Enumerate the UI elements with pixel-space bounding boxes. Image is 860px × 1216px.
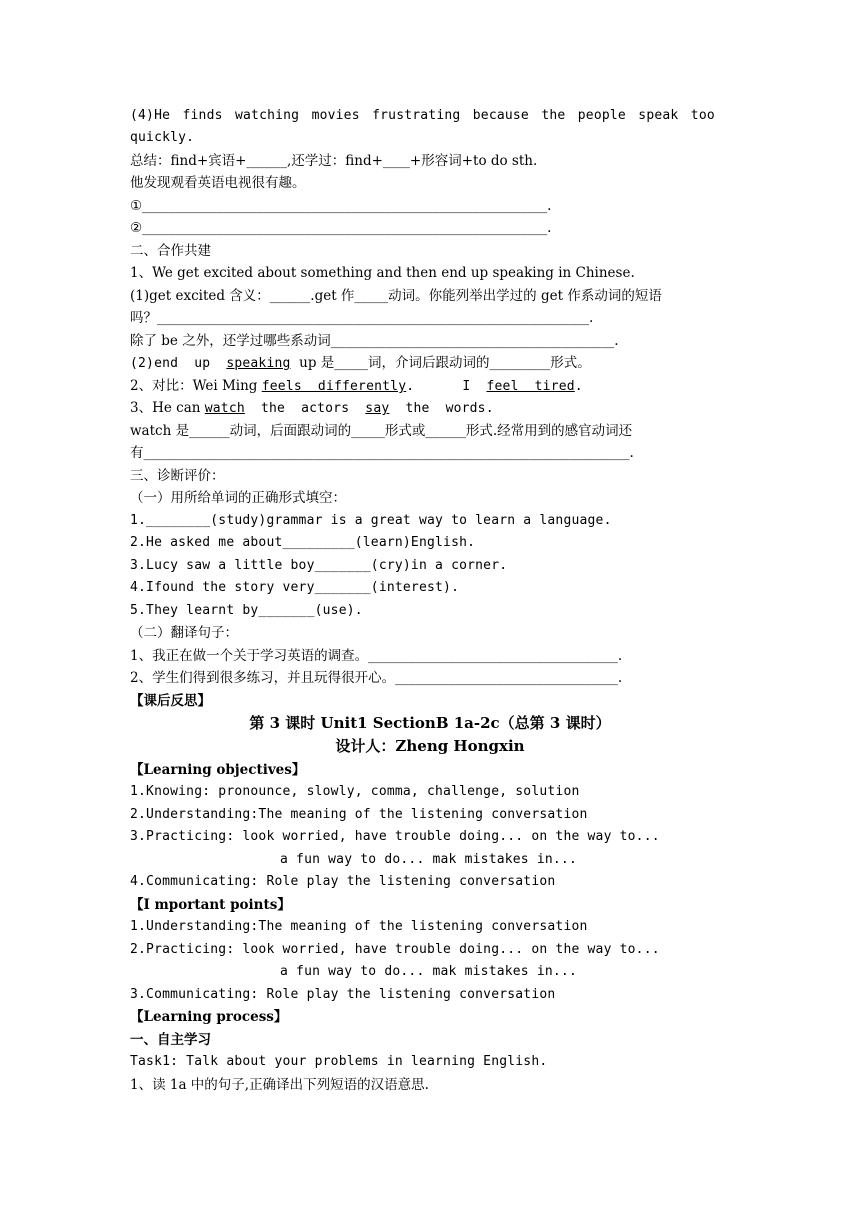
text: up 是_____词，介词后跟动词的_________形式。	[290, 355, 591, 371]
word: too	[690, 108, 715, 123]
read-instruction: 1、读 1a 中的句子,正确译出下列短语的汉语意思.	[130, 1077, 429, 1093]
objective-1: 1.Knowing: pronounce, slowly, comma, challenge, solution	[130, 784, 580, 799]
objectives-heading: 【Learning objectives】	[130, 762, 306, 778]
translate-prompt: 他发现观看英语电视很有趣。	[130, 175, 306, 191]
underlined-word: speaking	[226, 356, 291, 371]
underlined-phrase: feel tired	[486, 379, 575, 394]
important-3: 3.Communicating: Role play the listening conversation	[130, 987, 556, 1002]
objective-4: 4.Communicating: Role play the listening conversation	[130, 874, 556, 889]
lesson-title: 第 3 课时 Unit1 SectionB 1a-2c（总第 3 课时）	[249, 714, 611, 732]
sentence-4-line1	[130, 106, 715, 126]
word: movies	[311, 108, 360, 123]
text: . I	[406, 379, 487, 394]
objective-3: 3.Practicing: look worried, have trouble doing... on the way to...	[130, 829, 660, 844]
exercise-item-5: 5.They learnt by_______(use).	[130, 603, 363, 618]
text: (2)end up	[130, 356, 227, 371]
word: watching	[235, 108, 300, 123]
word: because	[472, 108, 529, 123]
word: speak	[638, 108, 679, 123]
sentence-4-line2: quickly.	[130, 130, 195, 145]
answer-blank-1: ①____________________________________________________________.	[130, 198, 552, 214]
lesson-designer: 设计人：Zheng Hongxin	[335, 737, 525, 755]
word: people	[577, 108, 626, 123]
exercise-item-2: 2.He asked me about_________(learn)English.	[130, 535, 476, 550]
objective-2: 2.Understanding:The meaning of the listening conversation	[130, 807, 588, 822]
exercise-item-1: 1.________(study)grammar is a great way to learn a language.	[130, 513, 612, 528]
section-title-diagnosis: 三、诊断评价：	[130, 468, 225, 484]
underlined-word: say	[365, 401, 390, 416]
underlined-word: watch	[204, 401, 245, 416]
subsection-fill-blanks: （一）用所给单词的正确形式填空：	[130, 490, 346, 506]
coop-compare	[130, 376, 583, 396]
reflection-heading: 【课后反思】	[130, 693, 211, 709]
important-2-cont: a fun way to do... mak mistakes in...	[280, 964, 577, 979]
important-2: 2.Practicing: look worried, have trouble doing... on the way to...	[130, 942, 660, 957]
important-1: 1.Understanding:The meaning of the listening conversation	[130, 919, 588, 934]
answer-blank-2: ②____________________________________________________________.	[130, 220, 552, 236]
section-title-cooperation: 二、合作共建	[130, 243, 211, 259]
coop-watch-note-cont: 有________________________________________________________________________.	[130, 445, 634, 461]
text: the words.	[389, 401, 494, 416]
self-study-heading: 一、自主学习	[130, 1032, 211, 1048]
underlined-phrase: feels differently	[261, 379, 407, 394]
important-heading: 【I mportant points】	[130, 897, 291, 913]
objective-3-cont: a fun way to do... mak mistakes in...	[280, 852, 577, 867]
process-heading: 【Learning process】	[130, 1009, 288, 1025]
subsection-translate: （二）翻译句子：	[130, 625, 238, 641]
word: (4)He	[130, 108, 171, 123]
summary-line: 总结：find+宾语+______,还学过：find+____+形容词+to do sth.	[130, 153, 538, 169]
coop-watch-sentence	[130, 398, 494, 418]
task1-line: Task1: Talk about your problems in learning English.	[130, 1054, 548, 1069]
coop-item-2	[130, 353, 591, 373]
word: the	[541, 108, 566, 123]
coop-item-1-cont: 吗？________________________________________________________________.	[130, 310, 594, 326]
coop-item-1: (1)get excited 含义：______.get 作_____动词。你能列举出学过的 get 作系动词的短语	[130, 288, 662, 304]
word: finds	[182, 108, 223, 123]
exercise-item-3: 3.Lucy saw a little boy_______(cry)in a corner.	[130, 558, 508, 573]
exercise-item-4: 4.Ifound the story very_______(interest).	[130, 580, 460, 595]
translate-item-1: 1、我正在做一个关于学习英语的调查。_____________________________________.	[130, 648, 623, 664]
text: 3、He can	[130, 400, 205, 416]
coop-linking-verbs: 除了 be 之外，还学过哪些系动词__________________________________________.	[130, 333, 619, 349]
text: 2、对比：Wei Ming	[130, 378, 262, 394]
coop-watch-note: watch 是______动词，后面跟动词的_____形式或______形式.经常用到的感官动词还	[130, 423, 633, 439]
word: frustrating	[372, 108, 461, 123]
text: .	[574, 379, 583, 394]
text: the actors	[244, 401, 366, 416]
coop-sentence-1: 1、We get excited about something and then end up speaking in Chinese.	[130, 265, 635, 281]
translate-item-2: 2、学生们得到很多练习，并且玩得很开心。_________________________________.	[130, 670, 623, 686]
